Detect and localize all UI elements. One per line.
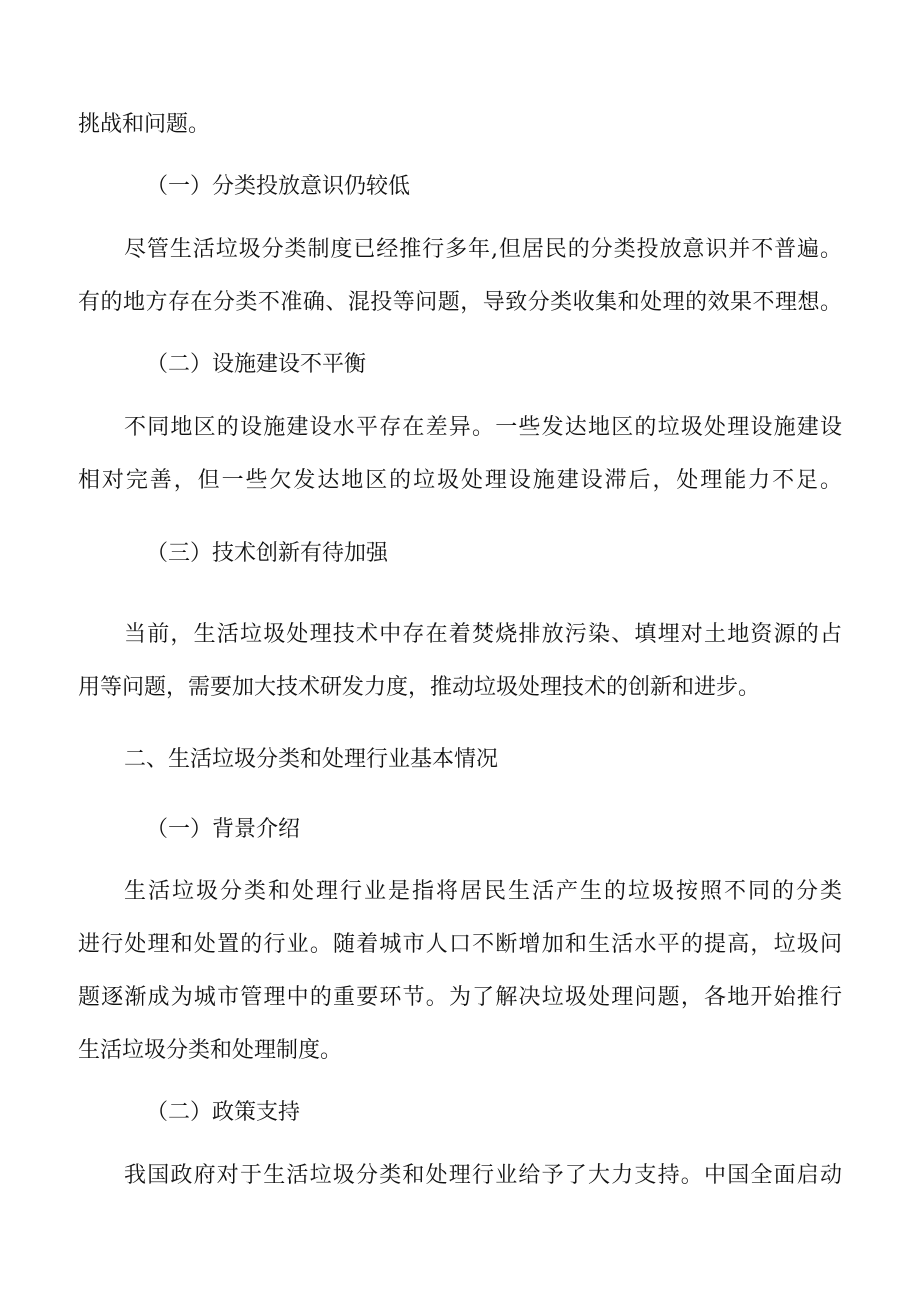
subheading-facilities: （二）设施建设不平衡 [146, 352, 367, 377]
paragraph-line: 进行处理和处置的行业。随着城市人口不断增加和生活水平的提高，垃圾问 [78, 932, 842, 957]
paragraph-line: 用等问题，需要加大技术研发力度，推动垃圾处理技术的创新和进步。 [78, 675, 761, 700]
subheading-awareness: （一）分类投放意识仍较低 [146, 174, 411, 199]
paragraph-line: 当前，生活垃圾处理技术中存在着焚烧排放污染、填埋对土地资源的占 [124, 622, 842, 647]
subheading-background: （一）背景介绍 [146, 817, 301, 842]
paragraph-line: 题逐渐成为城市管理中的重要环节。为了解决垃圾处理问题，各地开始推行 [78, 985, 842, 1010]
paragraph-line: 生活垃圾分类和处理制度。 [78, 1038, 343, 1063]
paragraph-line: 尽管生活垃圾分类制度已经推行多年,但居民的分类投放意识并不普遍。 [124, 237, 842, 262]
subheading-policy: （二）政策支持 [146, 1100, 301, 1125]
paragraph-line: 相对完善，但一些欠发达地区的垃圾处理设施建设滞后，处理能力不足。 [78, 468, 842, 493]
section-heading: 二、生活垃圾分类和处理行业基本情况 [124, 747, 499, 772]
subheading-technology: （三）技术创新有待加强 [146, 541, 389, 566]
paragraph-continuation: 挑战和问题。 [78, 112, 211, 137]
paragraph-line: 生活垃圾分类和处理行业是指将居民生活产生的垃圾按照不同的分类 [124, 879, 842, 904]
paragraph-line: 我国政府对于生活垃圾分类和处理行业给予了大力支持。中国全面启动 [124, 1163, 842, 1188]
paragraph-line: 不同地区的设施建设水平存在差异。一些发达地区的垃圾处理设施建设 [124, 415, 842, 440]
paragraph-line: 有的地方存在分类不准确、混投等问题，导致分类收集和处理的效果不理想。 [78, 290, 842, 315]
